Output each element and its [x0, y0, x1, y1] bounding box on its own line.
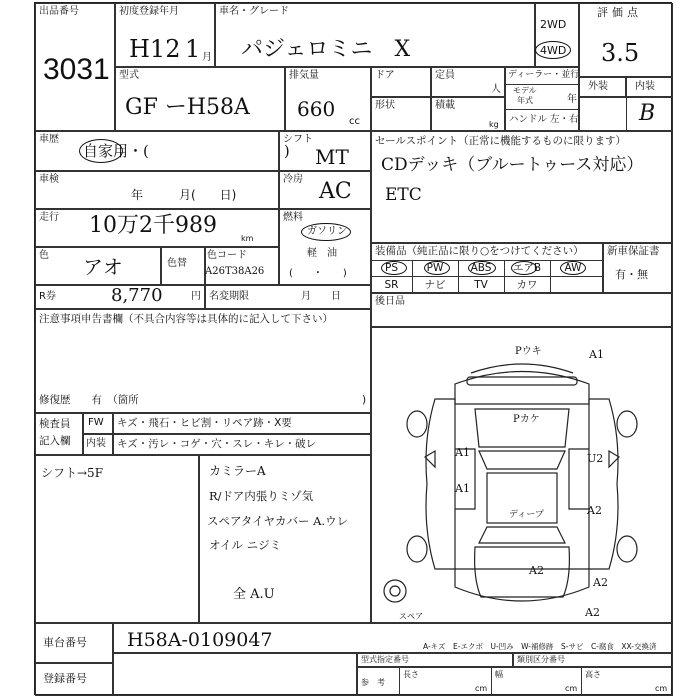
equip-tv: TV	[474, 279, 488, 291]
lot-label: 出品番号	[39, 6, 79, 17]
mileage-label: 走行	[39, 212, 59, 223]
diagram-spare-tire	[384, 580, 406, 602]
inspection-label: 車検	[39, 174, 59, 185]
diagram-label-1: Pウキ	[515, 346, 542, 357]
fw-text: キズ・飛石・ヒビ割・リペア跡・X要	[117, 417, 292, 429]
score-value: 3.5	[601, 39, 640, 67]
equip-pw: PW	[426, 262, 444, 274]
chassis-label: 車台番号	[43, 636, 87, 649]
left-note: シフト→5F	[41, 466, 104, 480]
type-label: 型式	[119, 70, 139, 81]
drive-2wd: 2WD	[540, 18, 567, 31]
chassis-value: H58A-0109047	[127, 629, 273, 651]
equip-aw: AW	[564, 262, 582, 274]
diagram-label-11: A2	[585, 606, 600, 619]
model-year-label: モデル	[513, 86, 537, 95]
type-value: GF ーH58A	[125, 95, 250, 120]
report-label: 注意事項申告書欄（不具合内容等は具体的に記入して下さい）	[39, 313, 333, 325]
class-label: 類別区分番号	[517, 655, 565, 664]
note-3: スペアタイヤカバー A.ウレ	[207, 514, 349, 528]
model-label: 車名・グレード	[219, 6, 289, 17]
diagram-label-4: A1	[455, 446, 470, 459]
equip-sr: SR	[384, 279, 399, 291]
first-reg-month: 1	[185, 35, 201, 63]
diagram-label-7: A2	[587, 504, 602, 517]
diagram-label-3: Pカケ	[513, 414, 540, 425]
free-notes-left	[35, 455, 199, 623]
recycle-label: R券	[39, 291, 56, 302]
color-value: アオ	[83, 255, 123, 279]
note-2: R/ドア内張りミゾ気	[209, 489, 314, 503]
diagram-wheel-rl	[407, 536, 427, 562]
yen-unit: 円	[191, 291, 201, 302]
exterior-label: 外装	[588, 81, 608, 92]
diagram-label-10: A2	[593, 576, 608, 589]
first-reg-label: 初度登録年月	[119, 6, 179, 17]
ac-label: 冷房	[283, 174, 303, 185]
cc-unit: cc	[349, 116, 360, 127]
lot-number: 3031	[43, 53, 110, 86]
diagram-right-side	[589, 399, 618, 569]
fuel-gasoline: ガソリン	[307, 226, 347, 237]
model-year-sub: 年式	[517, 96, 533, 105]
cm-unit-3: cm	[655, 684, 668, 693]
diagram-label-5: U2	[587, 452, 604, 465]
inspector-label: 検査員	[39, 418, 71, 430]
fuel-other: ( ・ )	[289, 268, 347, 279]
car-body-diagram	[375, 329, 669, 619]
dealer-label: ディーラー・並行	[508, 70, 580, 80]
month-unit: 月	[202, 52, 212, 63]
history-value: 自家用・( )	[83, 142, 290, 160]
interior-grade: B	[639, 101, 656, 126]
shape-label: 形状	[375, 100, 395, 111]
fuel-diesel: 軽 油	[307, 248, 337, 259]
load-label: 積載	[435, 100, 455, 111]
registration-value-cell	[113, 653, 357, 696]
cm-unit-1: cm	[475, 684, 488, 693]
inspection-value: 年 月( 日)	[131, 188, 237, 202]
diagram-rear-hatch	[475, 547, 570, 597]
ref-label: 参 考	[361, 678, 385, 687]
color-code-value: A26T38A26	[205, 266, 265, 277]
handle-label: ハンドル 左・右	[509, 114, 579, 125]
spare-label: スペア	[399, 612, 423, 621]
entry-label: 記入欄	[39, 435, 71, 447]
note-1: カミラーA	[209, 464, 266, 478]
diagram-left-side	[426, 399, 455, 569]
equip-navi: ナビ	[424, 279, 446, 291]
name-change-value: 月 日	[301, 291, 341, 302]
height-label: 高さ	[585, 670, 601, 679]
color-code-label: 色コード	[207, 250, 247, 261]
auction-sheet: 出品番号 3031 初度登録年月 H12 1 月 車名・グレード パジェロミニ X 2WD 4WD 評価点 3.5 外装 内装 B 型式 GF ーH58A 排気量 660 cc ドア 定員 人 ディーラー・並行 モデル 年式 年 ハンドル 左・右 形状 積載 kg 車歴 自家用・( ) 車検 年 月( 日) 走行 10万2千989 km 色 アオ 色替 色コード A26T38A26 シフト MT 冷房 AC 燃料 ガソリン 軽 油 ( ・ ) R券 8,770 円 名変期限 月 日 セールスポイント（正常に機能するものに限ります） CDデッキ（ブルートゥース対応） ETC 装備品（純正品に限り○をつけてください） PS PW ABS エアB AW SR ナビ TV カワ 新車保証書 有・無 後日品 注意事項申告書欄（不具合内容等は具体的に記入して下さい） 修復歴 有 （箇所 ) 検査員 記入欄 FW キズ・飛石・ヒビ割・リペア跡・X要 内装 キズ・汚レ・コゲ・穴・スレ・キレ・破レ シフト→5F カミラーA R/ドア内張りミゾ気 スペアタイヤカバー A.ウレ オイル ニジミ 全 A.U Pウキ A1 Pカケ A1 U2 A1 A2 ディープ A2 A2 A2 スペア 車台番号 H58A-0109047 A-キズ E-エクボ U-凹み W-補修跡 S-サビ C-腐食 XX-交換済 登録番号 型式指定番号 類別区分番号 参 考 長さ cm 幅 cm 高さ cm	[34, 2, 672, 695]
mileage-value: 10万2千989	[89, 213, 217, 238]
capacity-label: 定員	[435, 70, 455, 81]
history-label: 車歴	[39, 134, 59, 145]
type-designation-label: 型式指定番号	[361, 655, 409, 664]
color-label: 色	[39, 250, 49, 261]
rear-seat-cell	[371, 293, 673, 327]
equipment-label: 装備品（純正品に限り○をつけてください）	[375, 245, 584, 257]
model-value: パジェロミニ X	[241, 37, 411, 62]
person-unit: 人	[491, 84, 501, 95]
equip-leather: カワ	[516, 279, 538, 291]
interior-row-label: 内装	[86, 438, 106, 449]
diagram-wheel-fr	[617, 411, 637, 437]
interior-label: 内装	[635, 81, 655, 92]
diagram-front	[455, 372, 589, 405]
displacement-label: 排気量	[289, 70, 319, 81]
registration-label: 登録番号	[43, 672, 87, 685]
note-4: オイル ニジミ	[209, 538, 282, 552]
warranty-label: 新車保証書	[607, 245, 660, 257]
year-unit: 年	[567, 94, 577, 105]
shift-value: MT	[315, 145, 349, 169]
diagram-windshield	[479, 451, 565, 469]
warranty-value: 有・無	[615, 268, 648, 281]
sales-line2: ETC	[385, 185, 422, 205]
rear-seat-label: 後日品	[375, 296, 405, 307]
name-change-label: 名変期限	[209, 291, 249, 302]
diagram-rear-window	[479, 527, 565, 543]
recycle-value: 8,770	[111, 285, 163, 306]
sales-label: セールスポイント（正常に機能するものに限ります）	[375, 135, 627, 147]
displacement-value: 660	[297, 97, 336, 121]
width-label: 幅	[495, 670, 503, 679]
repair-label: 修復歴 有 （箇所	[39, 394, 139, 406]
length-label: 長さ	[403, 670, 419, 679]
equip-abs: ABS	[470, 262, 492, 274]
equip-ps: PS	[385, 262, 398, 274]
diagram-wheel-fl	[407, 411, 427, 437]
km-unit: km	[241, 234, 254, 243]
legend: A-キズ E-エクボ U-凹み W-補修跡 S-サビ C-腐食 XX-交換済	[423, 642, 657, 651]
note-5: 全 A.U	[233, 587, 275, 602]
diagram-label-2: A1	[589, 348, 604, 361]
diagram-wheel-rr	[617, 536, 637, 562]
fw-label: FW	[88, 417, 104, 428]
drive-4wd: 4WD	[540, 44, 567, 57]
door-label: ドア	[375, 70, 395, 81]
sales-line1: CDデッキ（ブルートゥース対応）	[381, 155, 644, 175]
fuel-label: 燃料	[283, 212, 303, 223]
ac-value: AC	[319, 179, 352, 204]
diagram-label-8: ディープ	[509, 510, 544, 520]
first-reg-era: H12	[129, 35, 181, 63]
equip-airbag: エアB	[512, 262, 542, 274]
cm-unit-2: cm	[565, 684, 578, 693]
diagram-label-9: A2	[529, 564, 544, 577]
interior-text: キズ・汚レ・コゲ・穴・スレ・キレ・破レ	[117, 438, 317, 450]
kg-unit: kg	[489, 120, 499, 129]
repaint-label: 色替	[167, 258, 187, 269]
shift-label: シフト	[283, 134, 313, 145]
grade-label: 評価点	[597, 6, 642, 19]
diagram-label-6: A1	[455, 482, 470, 495]
